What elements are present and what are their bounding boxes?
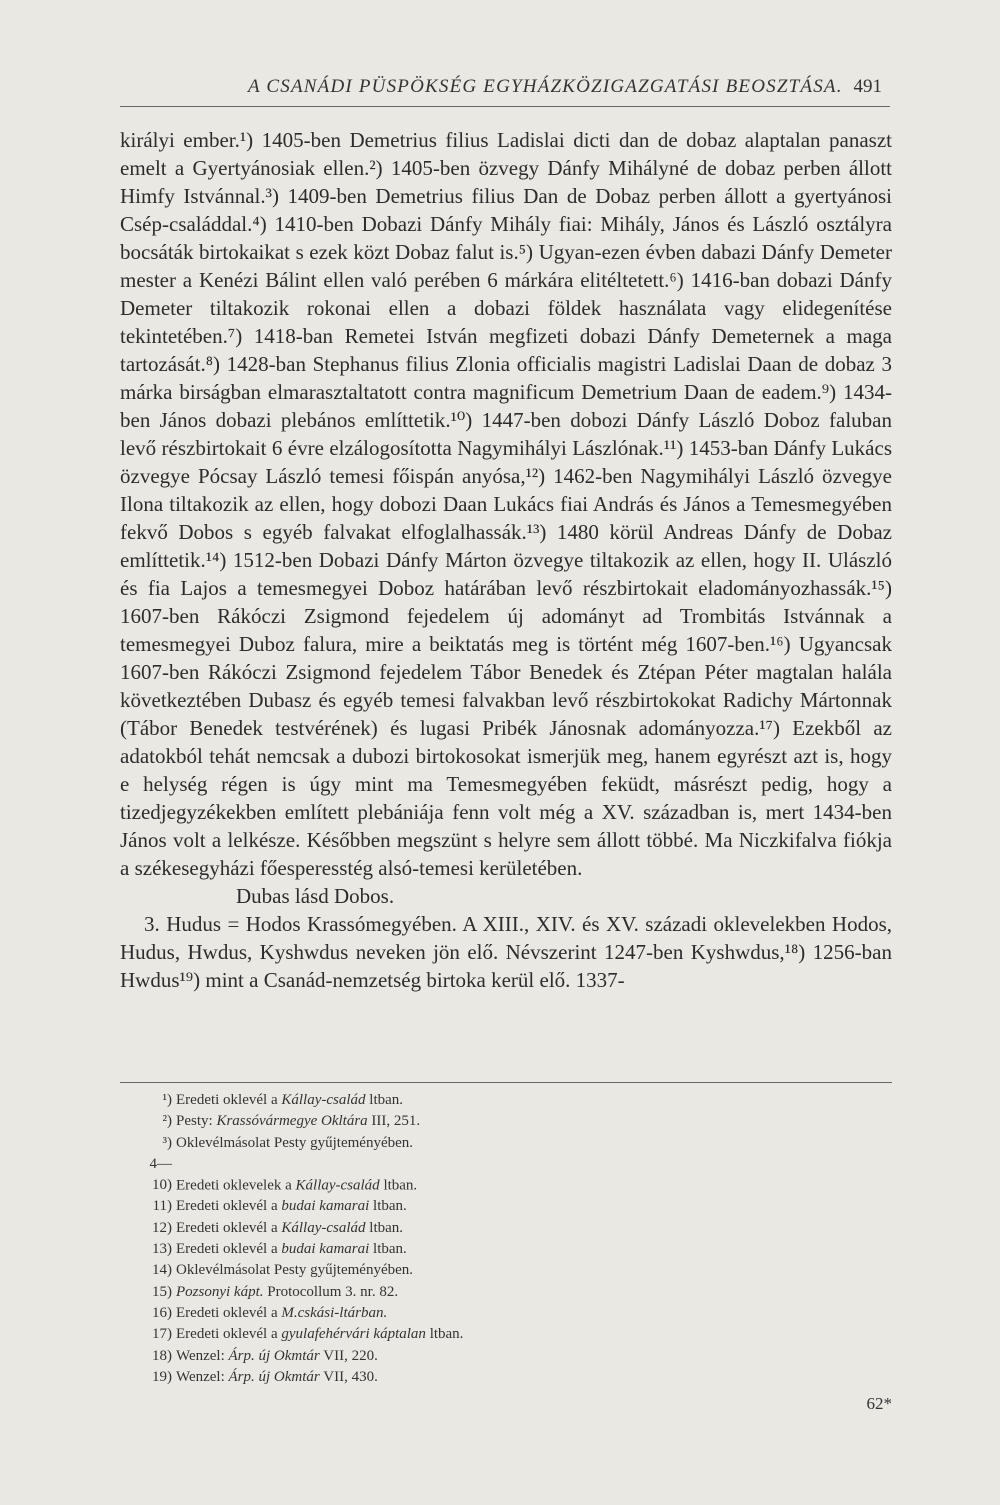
footnote: 13) Eredeti oklevél a budai kamarai ltban. [152,1241,407,1258]
footnote: ³) Oklevélmásolat Pesty gyűjteményében. [162,1134,414,1151]
footnote-rule [120,1082,892,1083]
footnote: 17) Eredeti oklevél a gyulafehérvári káptalan ltban. [152,1326,464,1343]
footnote: 14) Oklevélmásolat Pesty gyűjteményében. [152,1262,414,1279]
body-text [120,126,892,994]
footnote: 19) Wenzel: Árp. új Okmtár VII, 430. [152,1368,378,1385]
footnote: 4—10) Eredeti oklevelek a Kállay-család ltban. [149,1155,418,1194]
header-rule [120,106,890,107]
signature-mark: 62* [866,1394,892,1413]
footnote: ¹) Eredeti oklevél a Kállay-család ltban. [162,1092,404,1108]
footnote: 11) Eredeti oklevél a budai kamarai ltban. [152,1198,407,1215]
page-number: 491 [853,76,882,97]
paragraph-main: királyi ember.¹) 1405-ben Demetrius filius Ladislai dicti dan de dobaz alaptalan panaszt emelt a Gyertyánosiak ellen.²) 1405-ben özvegy Dánfy Mihályné de dobaz perben állott Himfy Istvánnal.³) 1409-ben Demetrius filius Dan de Dobaz perben állott a gyertyánosi Csép-családdal.⁴) 1410-ben Dobazi Dánfy Mihály fiai: Mihály, János és László osztályra bocsáták birtokaikat s ezek közt Dobaz falut is.⁵) Ugyan-ezen évben dabazi Dánfy Demeter mester a Kenézi Bálint ellen való perében 6 márkára elitéltetett.⁶) 1416-ban dobazi Dánfy Demeter tiltakozik rokonai ellen a dobazi földek használata vagy elidegenítése tekintetében.⁷) 1418-ban Remetei István megfizeti dobazi Dánfy Demeternek a maga tartozását.⁸) 1428-ban Stephanus filius Zlonia officialis magistri Ladislai Daan de dobaz 3 márka birságban elmarasztaltatott contra magnificum Demetrium Daan de eadem.⁹) 1434-ben János dobazi plebános említtetik.¹⁰) 1447-ben dobozi Dánfy László Doboz faluban levő részbirtokait 6 évre elzálogosította Nagymihályi Lászlónak.¹¹) 1453-ban Dánfy Lukács özvegye Pócsay László temesi főispán anyósa,¹²) 1462-ben Nagymihályi László özvegye Ilona tiltakozik az ellen, hogy dobozi Daan Lukács fiai András és János a Temesmegyében fekvő Dobos s egyéb falvakat elfoglalhassák.¹³) 1480 körül Andreas Dánfy de Dobaz említtetik.¹⁴) 1512-ben Dobazi Dánfy Márton özvegye tiltakozik az ellen, hogy II. Ulászló és fia Lajos a temesmegyei Doboz határában levő részbirtokait eladományozhassák.¹⁵) 1607-ben Rákóczi Zsigmond fejedelem új adományt ad Trombitás Istvánnak a temesmegyei Duboz falura, mire a beiktatás meg is történt még 1607-ben.¹⁶) Ugyancsak 1607-ben Rákóczi Zsigmond fejedelem Tábor Benedek és Ztépan Péter magtalan halála következtében Dubasz és egyéb temesi falvakban levő részbirtokokat Radichy Mártonnak (Tábor Benedek testvérének) és lugasi Pribék Jánosnak adományozza.¹⁷) Ezekből az adatokból tehát nemcsak a dubozi birtokosokat ismerjük meg, hanem egyrészt azt is, hogy e helység régen is úgy mint ma Temesmegyében feküdt, másrészt pedig, hogy a tizedjegyzékekben említett plebániája fenn volt még a XV. században is, mert 1434-ben János volt a lelkésze. Későbben megszünt s helyre sem állott többé. Ma Niczkifalva fiókja a székesegyházi főesperesstég alsó-temesi kerületében. [120,128,892,880]
paragraph-dubas: Dubas lásd Dobos. [236,884,395,908]
running-title: A CSANÁDI PÜSPÖKSÉG EGYHÁZKÖZIGAZGATÁSI BEOSZTÁSA. [248,76,843,97]
footnote: 16) Eredeti oklevél a M.cskási-ltárban. [152,1304,388,1321]
paragraph-hudus: 3. Hudus = Hodos Krassómegyében. A XIII., XIV. és XV. századi oklevelekben Hodos, Hudus, Hwdus, Kyshwdus neveken jön elő. Névszerint 1247-ben Kyshwdus,¹⁸) 1256-ban Hwdus¹⁹) mint a Csanád-nemzetség birtoka kerül elő. 1337- [120,912,892,992]
footnotes [120,1090,892,1388]
page-header [120,72,890,106]
footnote: 18) Wenzel: Árp. új Okmtár VII, 220. [152,1347,378,1364]
footnote: ²) Pesty: Krassóvármegye Okltára III, 251. [162,1113,421,1130]
footnote: 12) Eredeti oklevél a Kállay-család ltban. [152,1219,404,1236]
footnote: 15) Pozsonyi kápt. Protocollum 3. nr. 82. [152,1283,399,1300]
